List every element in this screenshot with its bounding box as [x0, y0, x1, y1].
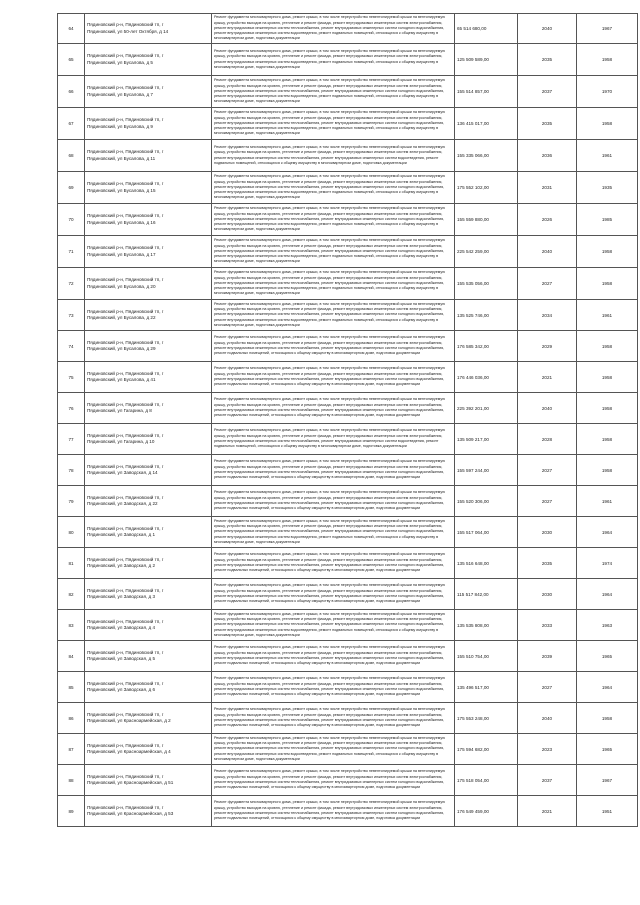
address-line: Пядиновский, ул Бусалова, д 5	[87, 59, 153, 65]
address-line: Пядиновский р-н, Пядиновский тп, г	[87, 213, 164, 219]
address-cell	[85, 362, 212, 393]
table-row	[58, 455, 638, 486]
year-cell: 2027	[518, 672, 577, 703]
address-line: Пядиновский, ул Красноармейская, д 51	[87, 780, 174, 785]
row-number: 73	[58, 300, 85, 331]
address-cell	[85, 455, 212, 486]
built-year-cell: 1964	[577, 579, 638, 610]
table-row	[58, 236, 638, 268]
built-year-cell: 1958	[577, 424, 638, 455]
address-line: Пядиновский р-н, Пядиновский тп, г	[87, 308, 164, 314]
works-cell: Ремонт фундамента многоквартирного дома, ремонт крыши, в том числе переустройство невентилируемой крыши на вентилируемую крышу, устройство выходов на кровлю, утепление и ремонт фасада, ремонт внутридомовых инженерных систем электроснабжения, ремонт внутридомовых инженерных систем водоотведения, ремонт подвальных помещений, относящихся к общему имуществу в многоквартирном доме, подготовка документации	[212, 44, 455, 76]
address-line: Пядиновский р-н, Пядиновский тп, г	[87, 618, 164, 624]
address-line: Пядиновский, ул Бусалова, д 7	[87, 91, 153, 97]
built-year-cell: 1951	[577, 796, 638, 827]
address-cell	[85, 703, 212, 734]
year-cell: 2026	[518, 204, 577, 236]
address-cell	[85, 641, 212, 672]
works-cell: Ремонт фундамента многоквартирного дома, ремонт крыши, в том числе переустройство невентилируемой крыши на вентилируемую крышу, устройство выходов на кровлю, утепление и ремонт фасада, ремонт внутридомовых инженерных систем электроснабжения, ремонт внутридомовых инженерных систем теплоснабжения, ремонт внутридомовых инженерных систем холодного водоснабжения, ремонт внутридомовых инженерных систем водоотведения, ремонт подвальных помещений, относящихся к общему имуществу в многоквартирном доме, подготовка документации	[212, 14, 455, 44]
address-line: Пядиновский р-н, Пядиновский тп, г	[87, 773, 164, 779]
address-line: Пядиновский р-н, Пядиновский тп, г	[87, 401, 164, 407]
cost-cell: 155 510 754,00	[455, 641, 518, 672]
address-cell	[85, 204, 212, 236]
address-cell	[85, 486, 212, 517]
row-number: 66	[58, 76, 85, 108]
cost-cell: 155 559 880,00	[455, 204, 518, 236]
row-number: 83	[58, 610, 85, 641]
table-row	[58, 362, 638, 393]
row-number: 85	[58, 672, 85, 703]
address-cell	[85, 76, 212, 108]
works-cell: Ремонт фундамента многоквартирного дома, ремонт крыши, в том числе переустройство невентилируемой крыши на вентилируемую крышу, устройство выходов на кровлю, утепление и ремонт фасада, ремонт внутридомовых инженерных систем электроснабжения, ремонт внутридомовых инженерных систем теплоснабжения, ремонт внутридомовых инженерных систем холодного водоснабжения, ремонт подвальных помещений, относящихся к общему имуществу в многоквартирном доме, подготовка документации	[212, 641, 455, 672]
row-number: 74	[58, 331, 85, 362]
year-cell: 2028	[518, 424, 577, 455]
year-cell: 2030	[518, 517, 577, 548]
address-cell	[85, 672, 212, 703]
row-number: 69	[58, 172, 85, 204]
year-cell: 2040	[518, 14, 577, 44]
address-line: Пядиновский, ул Заводская, д 6	[87, 687, 156, 692]
built-year-cell: 1964	[577, 517, 638, 548]
table-row	[58, 641, 638, 672]
row-number: 89	[58, 796, 85, 827]
built-year-cell: 1970	[577, 76, 638, 108]
works-cell: Ремонт фундамента многоквартирного дома, ремонт крыши, в том числе переустройство невентилируемой крыши на вентилируемую крышу, устройство выходов на кровлю, утепление и ремонт фасада, ремонт внутридомовых инженерных систем электроснабжения, ремонт внутридомовых инженерных систем теплоснабжения, ремонт внутридомовых инженерных систем холодного водоснабжения, ремонт подвальных помещений, относящихся к общему имуществу в многоквартирном доме, подготовка документации	[212, 703, 455, 734]
row-number: 65	[58, 44, 85, 76]
address-line: Пядиновский р-н, Пядиновский тп, г	[87, 804, 164, 810]
table-row	[58, 204, 638, 236]
cost-cell: 176 446 036,00	[455, 362, 518, 393]
table-row	[58, 300, 638, 331]
year-cell: 2021	[518, 796, 577, 827]
table-row	[58, 108, 638, 140]
row-number: 72	[58, 268, 85, 300]
table-row	[58, 703, 638, 734]
address-line: Пядиновский, ул Гагарина, д 10	[87, 439, 155, 444]
address-line: Пядиновский р-н, Пядиновский тп, г	[87, 742, 164, 748]
year-cell: 2027	[518, 455, 577, 486]
table-row	[58, 424, 638, 455]
built-year-cell: 1961	[577, 486, 638, 517]
built-year-cell: 1985	[577, 204, 638, 236]
row-number: 80	[58, 517, 85, 548]
address-line: Пядиновский р-н, Пядиновский тп, г	[87, 463, 164, 469]
row-number: 68	[58, 140, 85, 172]
year-cell: 2029	[518, 331, 577, 362]
address-line: Пядиновский р-н, Пядиновский тп, г	[87, 117, 164, 123]
address-cell	[85, 14, 212, 44]
cost-cell: 175 552 102,00	[455, 172, 518, 204]
built-year-cell: 1961	[577, 300, 638, 331]
address-cell	[85, 796, 212, 827]
year-cell: 2040	[518, 393, 577, 424]
cost-cell: 115 517 842,00	[455, 579, 518, 610]
row-number: 64	[58, 14, 85, 44]
address-cell	[85, 172, 212, 204]
address-line: Пядиновский, ул Красноармейская, д 2	[87, 718, 171, 723]
built-year-cell: 1964	[577, 672, 638, 703]
built-year-cell: 1958	[577, 44, 638, 76]
year-cell: 2033	[518, 610, 577, 641]
address-cell	[85, 44, 212, 76]
row-number: 79	[58, 486, 85, 517]
table-row	[58, 548, 638, 579]
year-cell: 2027	[518, 486, 577, 517]
address-cell	[85, 140, 212, 172]
works-cell: Ремонт фундамента многоквартирного дома, ремонт крыши, в том числе переустройство невентилируемой крыши на вентилируемую крышу, устройство выходов на кровлю, утепление и ремонт фасада, ремонт внутридомовых инженерных систем электроснабжения, ремонт внутридомовых инженерных систем теплоснабжения, ремонт внутридомовых инженерных систем холодного водоснабжения, ремонт внутридомовых инженерных систем водоотведения, ремонт подвальных помещений, относящихся к общему имуществу в многоквартирном доме, подготовка документации	[212, 734, 455, 765]
address-cell	[85, 236, 212, 268]
address-cell	[85, 765, 212, 796]
row-number: 71	[58, 236, 85, 268]
cost-cell: 225 392 201,00	[455, 393, 518, 424]
works-cell: Ремонт фундамента многоквартирного дома, ремонт крыши, в том числе переустройство невентилируемой крыши на вентилируемую крышу, устройство выходов на кровлю, утепление и ремонт фасада, ремонт внутридомовых инженерных систем электроснабжения, ремонт внутридомовых инженерных систем теплоснабжения, ремонт внутридомовых инженерных систем холодного водоснабжения, ремонт внутридомовых инженерных систем водоотведения, ремонт подвальных помещений, относящихся к общему имуществу в многоквартирном доме, подготовка документации	[212, 236, 455, 268]
works-cell: Ремонт фундамента многоквартирного дома, ремонт крыши, в том числе переустройство невентилируемой крыши на вентилируемую крышу, устройство выходов на кровлю, утепление и ремонт фасада, ремонт внутридомовых инженерных систем электроснабжения, ремонт внутридомовых инженерных систем теплоснабжения, ремонт внутридомовых инженерных систем холодного водоснабжения, ремонт подвальных помещений, относящихся к общему имуществу в многоквартирном доме, подготовка документации	[212, 579, 455, 610]
address-line: Пядиновский, ул Бусалова, д 29	[87, 346, 156, 351]
address-cell	[85, 108, 212, 140]
address-line: Пядиновский р-н, Пядиновский тп, г	[87, 587, 164, 593]
row-number: 78	[58, 455, 85, 486]
year-cell: 2023	[518, 734, 577, 765]
row-number: 70	[58, 204, 85, 236]
row-number: 77	[58, 424, 85, 455]
address-cell	[85, 268, 212, 300]
row-number: 88	[58, 765, 85, 796]
cost-cell: 225 542 259,00	[455, 236, 518, 268]
table-row	[58, 486, 638, 517]
built-year-cell: 1967	[577, 14, 638, 44]
address-line: Пядиновский р-н, Пядиновский тп, г	[87, 649, 164, 655]
works-cell: Ремонт фундамента многоквартирного дома, ремонт крыши, в том числе переустройство невентилируемой крыши на вентилируемую крышу, устройство выходов на кровлю, утепление и ремонт фасада, ремонт внутридомовых инженерных систем электроснабжения, ремонт внутридомовых инженерных систем теплоснабжения, ремонт внутридомовых инженерных систем холодного водоснабжения, ремонт подвальных помещений, относящихся к общему имуществу в многоквартирном доме, подготовка документации	[212, 393, 455, 424]
built-year-cell: 1958	[577, 393, 638, 424]
built-year-cell: 1965	[577, 734, 638, 765]
address-line: Пядиновский, ул Гагарина, д 8	[87, 408, 152, 413]
row-number: 76	[58, 393, 85, 424]
address-line: Пядиновский, ул Бусалова, д 11	[87, 155, 156, 161]
works-cell: Ремонт фундамента многоквартирного дома, ремонт крыши, в том числе переустройство невентилируемой крыши на вентилируемую крышу, устройство выходов на кровлю, утепление и ремонт фасада, ремонт внутридомовых инженерных систем электроснабжения, ремонт внутридомовых инженерных систем теплоснабжения, ремонт внутридомовых инженерных систем холодного водоснабжения, ремонт подвальных помещений, относящихся к общему имуществу в многоквартирном доме, подготовка документации	[212, 362, 455, 393]
table-row	[58, 14, 638, 44]
address-line: Пядиновский, ул Заводская, д 22	[87, 501, 158, 506]
table-row	[58, 331, 638, 362]
works-cell: Ремонт фундамента многоквартирного дома, ремонт крыши, в том числе переустройство невентилируемой крыши на вентилируемую крышу, устройство выходов на кровлю, утепление и ремонт фасада, ремонт внутридомовых инженерных систем электроснабжения, ремонт внутридомовых инженерных систем теплоснабжения, ремонт внутридомовых инженерных систем холодного водоснабжения, ремонт внутридомовых инженерных систем водоотведения, ремонт подвальных помещений, относящихся к общему имуществу в многоквартирном доме, подготовка документации	[212, 300, 455, 331]
address-line: Пядиновский, ул Бусалова, д 22	[87, 315, 156, 320]
year-cell: 2034	[518, 300, 577, 331]
cost-cell: 155 597 244,00	[455, 455, 518, 486]
cost-cell: 155 535 056,00	[455, 268, 518, 300]
address-line: Пядиновский р-н, Пядиновский тп, г	[87, 22, 164, 28]
year-cell: 2035	[518, 548, 577, 579]
address-line: Пядиновский р-н, Пядиновский тп, г	[87, 711, 164, 717]
address-line: Пядиновский р-н, Пядиновский тп, г	[87, 149, 164, 155]
built-year-cell: 1961	[577, 140, 638, 172]
year-cell: 2037	[518, 765, 577, 796]
address-line: Пядиновский, ул Бусалова, д 17	[87, 251, 156, 257]
address-cell	[85, 610, 212, 641]
address-line: Пядиновский, ул Заводская, д 1	[87, 532, 156, 537]
address-line: Пядиновский р-н, Пядиновский тп, г	[87, 339, 164, 345]
built-year-cell: 1965	[577, 641, 638, 672]
row-number: 75	[58, 362, 85, 393]
cost-cell: 155 520 306,00	[455, 486, 518, 517]
table-row	[58, 76, 638, 108]
year-cell: 2035	[518, 108, 577, 140]
address-cell	[85, 548, 212, 579]
cost-cell: 136 415 017,00	[455, 108, 518, 140]
built-year-cell: 1958	[577, 455, 638, 486]
cost-cell: 135 525 746,00	[455, 300, 518, 331]
address-line: Пядиновский р-н, Пядиновский тп, г	[87, 556, 164, 562]
built-year-cell: 1958	[577, 703, 638, 734]
year-cell: 2039	[518, 641, 577, 672]
built-year-cell: 1958	[577, 268, 638, 300]
works-cell: Ремонт фундамента многоквартирного дома, ремонт крыши, в том числе переустройство невентилируемой крыши на вентилируемую крышу, устройство выходов на кровлю, утепление и ремонт фасада, ремонт внутридомовых инженерных систем электроснабжения, ремонт внутридомовых инженерных систем теплоснабжения, ремонт внутридомовых инженерных систем холодного водоснабжения, ремонт внутридомовых инженерных систем водоотведения, ремонт подвальных помещений, относящихся к общему имуществу в многоквартирном доме, подготовка документации	[212, 172, 455, 204]
address-line: Пядиновский, ул Бусалова, д 16	[87, 219, 156, 225]
cost-cell: 175 553 248,00	[455, 703, 518, 734]
works-cell: Ремонт фундамента многоквартирного дома, ремонт крыши, в том числе переустройство невентилируемой крыши на вентилируемую крышу, устройство выходов на кровлю, утепление и ремонт фасада, ремонт внутридомовых инженерных систем электроснабжения, ремонт внутридомовых инженерных систем теплоснабжения, ремонт внутридомовых инженерных систем холодного водоснабжения, ремонт внутридомовых инженерных систем водоотведения, ремонт подвальных помещений, относящихся к общему имуществу в многоквартирном доме, подготовка документации	[212, 108, 455, 140]
row-number: 81	[58, 548, 85, 579]
table-row	[58, 765, 638, 796]
address-line: Пядиновский р-н, Пядиновский тп, г	[87, 494, 164, 500]
row-number: 86	[58, 703, 85, 734]
address-line: Пядиновский, ул Бусалова, д 41	[87, 377, 156, 382]
address-line: Пядиновский р-н, Пядиновский тп, г	[87, 85, 164, 91]
address-line: Пядиновский р-н, Пядиновский тп, г	[87, 370, 164, 376]
table-row	[58, 672, 638, 703]
table-row	[58, 796, 638, 827]
address-line: Пядиновский р-н, Пядиновский тп, г	[87, 680, 164, 686]
works-cell: Ремонт фундамента многоквартирного дома, ремонт крыши, в том числе переустройство невентилируемой крыши на вентилируемую крышу, устройство выходов на кровлю, утепление и ремонт фасада, ремонт внутридомовых инженерных систем электроснабжения, ремонт внутридомовых инженерных систем теплоснабжения, ремонт внутридомовых инженерных систем водоотведения, ремонт подвальных помещений, относящихся к общему имуществу в многоквартирном доме, подготовка документации	[212, 424, 455, 455]
housing-repair-table	[57, 13, 638, 827]
works-cell: Ремонт фундамента многоквартирного дома, ремонт крыши, в том числе переустройство невентилируемой крыши на вентилируемую крышу, устройство выходов на кровлю, утепление и ремонт фасада, ремонт внутридомовых инженерных систем электроснабжения, ремонт внутридомовых инженерных систем теплоснабжения, ремонт внутридомовых инженерных систем холодного водоснабжения, ремонт подвальных помещений, относящихся к общему имуществу в многоквартирном доме, подготовка документации	[212, 331, 455, 362]
built-year-cell: 1958	[577, 331, 638, 362]
address-cell	[85, 424, 212, 455]
works-cell: Ремонт фундамента многоквартирного дома, ремонт крыши, в том числе переустройство невентилируемой крыши на вентилируемую крышу, устройство выходов на кровлю, утепление и ремонт фасада, ремонт внутридомовых инженерных систем электроснабжения, ремонт внутридомовых инженерных систем теплоснабжения, ремонт внутридомовых инженерных систем холодного водоснабжения, ремонт внутридомовых инженерных систем водоотведения, ремонт подвальных помещений, относящихся к общему имуществу в многоквартирном доме, подготовка документации	[212, 610, 455, 641]
address-line: Пядиновский р-н, Пядиновский тп, г	[87, 181, 164, 187]
cost-cell: 155 335 066,00	[455, 140, 518, 172]
works-cell: Ремонт фундамента многоквартирного дома, ремонт крыши, в том числе переустройство невентилируемой крыши на вентилируемую крышу, устройство выходов на кровлю, утепление и ремонт фасада, ремонт внутридомовых инженерных систем электроснабжения, ремонт внутридомовых инженерных систем теплоснабжения, ремонт внутридомовых инженерных систем холодного водоснабжения, ремонт внутридомовых инженерных систем водоотведения, ремонт подвальных помещений, относящихся к общему имуществу в многоквартирном доме, подготовка документации	[212, 76, 455, 108]
works-cell: Ремонт фундамента многоквартирного дома, ремонт крыши, в том числе переустройство невентилируемой крыши на вентилируемую крышу, устройство выходов на кровлю, утепление и ремонт фасада, ремонт внутридомовых инженерных систем электроснабжения, ремонт внутридомовых инженерных систем теплоснабжения, ремонт внутридомовых инженерных систем холодного водоснабжения, ремонт подвальных помещений, относящихся к общему имуществу в многоквартирном доме, подготовка документации	[212, 796, 455, 827]
works-cell: Ремонт фундамента многоквартирного дома, ремонт крыши, в том числе переустройство невентилируемой крыши на вентилируемую крышу, устройство выходов на кровлю, утепление и ремонт фасада, ремонт внутридомовых инженерных систем электроснабжения, ремонт внутридомовых инженерных систем теплоснабжения, ремонт внутридомовых инженерных систем холодного водоснабжения, ремонт внутридомовых инженерных систем водоотведения, ремонт подвальных помещений, относящихся к общему имуществу в многоквартирном доме, подготовка документации	[212, 517, 455, 548]
built-year-cell: 1974	[577, 548, 638, 579]
address-line: Пядиновский, ул Бусалова, д 9	[87, 123, 153, 129]
address-line: Пядиновский, ул Бусалова, д 15	[87, 187, 156, 193]
table-row	[58, 579, 638, 610]
address-line: Пядиновский, ул 50-лет Октября, д 14	[87, 28, 169, 34]
works-cell: Ремонт фундамента многоквартирного дома, ремонт крыши, в том числе переустройство невентилируемой крыши на вентилируемую крышу, устройство выходов на кровлю, утепление и ремонт фасада, ремонт внутридомовых инженерных систем электроснабжения, ремонт внутридомовых инженерных систем теплоснабжения, ремонт внутридомовых инженерных систем холодного водоснабжения, ремонт подвальных помещений, относящихся к общему имуществу в многоквартирном доме, подготовка документации	[212, 486, 455, 517]
year-cell: 2040	[518, 703, 577, 734]
address-cell	[85, 300, 212, 331]
table-row	[58, 734, 638, 765]
address-line: Пядиновский р-н, Пядиновский тп, г	[87, 277, 164, 283]
table-row	[58, 140, 638, 172]
cost-cell: 135 516 648,00	[455, 548, 518, 579]
table-row	[58, 517, 638, 548]
table-row	[58, 610, 638, 641]
address-cell	[85, 517, 212, 548]
year-cell: 2040	[518, 236, 577, 268]
cost-cell: 176 585 342,00	[455, 331, 518, 362]
address-line: Пядиновский р-н, Пядиновский тп, г	[87, 525, 164, 531]
address-cell	[85, 331, 212, 362]
cost-cell: 135 496 517,00	[455, 672, 518, 703]
address-line: Пядиновский р-н, Пядиновский тп, г	[87, 432, 164, 438]
year-cell: 2021	[518, 362, 577, 393]
row-number: 87	[58, 734, 85, 765]
address-line: Пядиновский, ул Бусалова, д 20	[87, 283, 156, 289]
cost-cell: 135 535 808,00	[455, 610, 518, 641]
cost-cell: 125 509 589,00	[455, 44, 518, 76]
built-year-cell: 1967	[577, 765, 638, 796]
address-line: Пядиновский, ул Заводская, д 2	[87, 563, 156, 568]
cost-cell: 155 517 064,00	[455, 517, 518, 548]
built-year-cell: 1958	[577, 362, 638, 393]
year-cell: 2036	[518, 140, 577, 172]
built-year-cell: 1958	[577, 108, 638, 140]
row-number: 82	[58, 579, 85, 610]
built-year-cell: 1958	[577, 236, 638, 268]
cost-cell: 155 514 857,00	[455, 76, 518, 108]
works-cell: Ремонт фундамента многоквартирного дома, ремонт крыши, в том числе переустройство невентилируемой крыши на вентилируемую крышу, устройство выходов на кровлю, утепление и ремонт фасада, ремонт внутридомовых инженерных систем электроснабжения, ремонт внутридомовых инженерных систем теплоснабжения, ремонт внутридомовых инженерных систем холодного водоснабжения, ремонт внутридомовых инженерных систем водоотведения, ремонт подвальных помещений, относящихся к общему имуществу в многоквартирном доме, подготовка документации	[212, 204, 455, 236]
table-row	[58, 268, 638, 300]
row-number: 67	[58, 108, 85, 140]
address-cell	[85, 579, 212, 610]
year-cell: 2031	[518, 172, 577, 204]
address-line: Пядиновский, ул Красноармейская, д 53	[87, 811, 174, 816]
cost-cell: 135 509 217,00	[455, 424, 518, 455]
address-line: Пядиновский, ул Заводская, д 3	[87, 594, 156, 599]
table-body	[58, 14, 638, 827]
address-line: Пядиновский р-н, Пядиновский тп, г	[87, 53, 164, 59]
cost-cell: 65 514 680,00	[455, 14, 518, 44]
table-row	[58, 44, 638, 76]
address-line: Пядиновский р-н, Пядиновский тп, г	[87, 245, 164, 251]
cost-cell: 175 594 682,00	[455, 734, 518, 765]
cost-cell: 175 518 054,00	[455, 765, 518, 796]
year-cell: 2037	[518, 76, 577, 108]
address-line: Пядиновский, ул Заводская, д 5	[87, 656, 156, 661]
table-row	[58, 393, 638, 424]
row-number: 84	[58, 641, 85, 672]
address-cell	[85, 393, 212, 424]
table-row	[58, 172, 638, 204]
year-cell: 2030	[518, 579, 577, 610]
works-cell: Ремонт фундамента многоквартирного дома, ремонт крыши, в том числе переустройство невентилируемой крыши на вентилируемую крышу, устройство выходов на кровлю, утепление и ремонт фасада, ремонт внутридомовых инженерных систем электроснабжения, ремонт внутридомовых инженерных систем теплоснабжения, ремонт внутридомовых инженерных систем холодного водоснабжения, ремонт подвальных помещений, относящихся к общему имуществу в многоквартирном доме, подготовка документации	[212, 455, 455, 486]
works-cell: Ремонт фундамента многоквартирного дома, ремонт крыши, в том числе переустройство невентилируемой крыши на вентилируемую крышу, устройство выходов на кровлю, утепление и ремонт фасада, ремонт внутридомовых инженерных систем электроснабжения, ремонт внутридомовых инженерных систем теплоснабжения, ремонт внутридомовых инженерных систем холодного водоснабжения, ремонт подвальных помещений, относящихся к общему имуществу в многоквартирном доме, подготовка документации	[212, 548, 455, 579]
cost-cell: 176 549 459,00	[455, 796, 518, 827]
built-year-cell: 1935	[577, 172, 638, 204]
address-cell	[85, 734, 212, 765]
address-line: Пядиновский, ул Красноармейская, д 4	[87, 749, 171, 754]
works-cell: Ремонт фундамента многоквартирного дома, ремонт крыши, в том числе переустройство невентилируемой крыши на вентилируемую крышу, устройство выходов на кровлю, утепление и ремонт фасада, ремонт внутридомовых инженерных систем электроснабжения, ремонт внутридомовых инженерных систем теплоснабжения, ремонт внутридомовых инженерных систем водоотведения, ремонт подвальных помещений, относящихся к общему имуществу в многоквартирном доме, подготовка документации	[212, 140, 455, 172]
year-cell: 2027	[518, 268, 577, 300]
works-cell: Ремонт фундамента многоквартирного дома, ремонт крыши, в том числе переустройство невентилируемой крыши на вентилируемую крышу, устройство выходов на кровлю, утепление и ремонт фасада, ремонт внутридомовых инженерных систем электроснабжения, ремонт внутридомовых инженерных систем теплоснабжения, ремонт внутридомовых инженерных систем холодного водоснабжения, ремонт подвальных помещений, относящихся к общему имуществу в многоквартирном доме, подготовка документации	[212, 765, 455, 796]
built-year-cell: 1963	[577, 610, 638, 641]
address-line: Пядиновский, ул Заводская, д 14	[87, 470, 158, 475]
address-line: Пядиновский, ул Заводская, д 4	[87, 625, 156, 630]
works-cell: Ремонт фундамента многоквартирного дома, ремонт крыши, в том числе переустройство невентилируемой крыши на вентилируемую крышу, устройство выходов на кровлю, утепление и ремонт фасада, ремонт внутридомовых инженерных систем электроснабжения, ремонт внутридомовых инженерных систем теплоснабжения, ремонт внутридомовых инженерных систем холодного водоснабжения, ремонт внутридомовых инженерных систем водоотведения, ремонт подвальных помещений, относящихся к общему имуществу в многоквартирном доме, подготовка документации	[212, 268, 455, 300]
works-cell: Ремонт фундамента многоквартирного дома, ремонт крыши, в том числе переустройство невентилируемой крыши на вентилируемую крышу, устройство выходов на кровлю, утепление и ремонт фасада, ремонт внутридомовых инженерных систем электроснабжения, ремонт внутридомовых инженерных систем теплоснабжения, ремонт внутридомовых инженерных систем холодного водоснабжения, ремонт подвальных помещений, относящихся к общему имуществу в многоквартирном доме, подготовка документации	[212, 672, 455, 703]
year-cell: 2035	[518, 44, 577, 76]
